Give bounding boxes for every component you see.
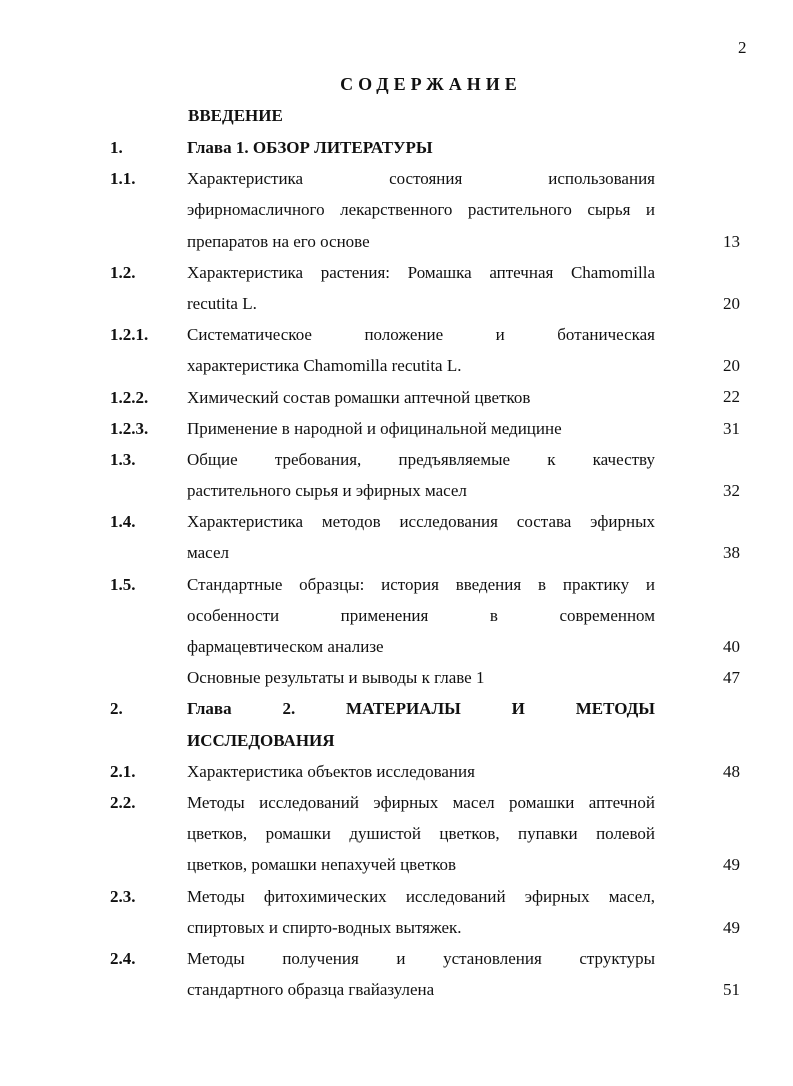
toc-title: СОДЕРЖАНИЕ (340, 74, 522, 94)
toc-entry (0, 787, 793, 881)
entry-number: 2.1. (110, 761, 136, 781)
entry-text-line: растительного сырья и эфирных масел (187, 481, 467, 501)
entry-page: 32 (723, 481, 740, 501)
entry-number: 1.2. (110, 262, 136, 282)
entry-page: 31 (723, 418, 740, 438)
entry-page: 22 (723, 387, 740, 407)
toc-entry (0, 662, 793, 693)
entry-text-line: спиртовых и спирто-водных вытяжек. (187, 917, 462, 937)
entry-text-line: ИССЛЕДОВАНИЯ (187, 730, 335, 750)
entry-text-line: Характеристика методов исследования состава эфирных (187, 512, 655, 532)
entry-page: 20 (723, 293, 740, 313)
toc-intro: ВВЕДЕНИЕ (188, 106, 283, 125)
toc-entry (0, 756, 793, 787)
entry-page: 51 (723, 980, 740, 1000)
entry-text-line: Глава 2. МАТЕРИАЛЫ И МЕТОДЫ (187, 699, 655, 719)
entry-number: 1.2.2. (110, 387, 149, 407)
entry-text-line: Применение в народной и официнальной медицине (187, 418, 562, 438)
entry-page: 38 (723, 543, 740, 563)
entry-text-line: Общие требования, предъявляемые к качеству (187, 449, 655, 469)
entry-number: 1.1. (110, 169, 136, 189)
entry-page: 13 (723, 231, 740, 251)
entry-number: 2.2. (110, 792, 136, 812)
entry-text-line: Стандартные образцы: история введения в практику и (187, 574, 655, 594)
entry-text-line: цветков, ромашки непахучей цветков (187, 855, 456, 875)
entry-number: 1.5. (110, 574, 136, 594)
toc-entry (0, 163, 793, 257)
entry-text-line: Глава 1. ОБЗОР ЛИТЕРАТУРЫ (187, 138, 433, 157)
toc-list (0, 132, 793, 1005)
page-number: 2 (738, 38, 747, 57)
entry-text-line: препаратов на его основе (187, 231, 370, 251)
toc-entry (0, 382, 793, 413)
entry-page: 49 (723, 917, 740, 937)
entry-text-line: Характеристика растения: Ромашка аптечная Chamomilla (187, 262, 655, 282)
entry-number: 1.2.3. (110, 418, 149, 438)
entry-page: 20 (723, 356, 740, 376)
entry-number: 1.2.1. (110, 325, 149, 345)
entry-text-line: масел (187, 543, 229, 563)
entry-text-line: Основные результаты и выводы к главе 1 (187, 668, 485, 688)
toc-entry (0, 881, 793, 943)
entry-text-line: Методы фитохимических исследований эфирных масел, (187, 886, 655, 906)
toc-entry (0, 132, 793, 163)
toc-entry (0, 506, 793, 568)
entry-number: 1.3. (110, 449, 136, 469)
entry-text-line: цветков, ромашки душистой цветков, пупавки полевой (187, 824, 655, 844)
entry-page: 40 (723, 636, 740, 656)
toc-entry (0, 257, 793, 319)
toc-entry (0, 693, 793, 755)
entry-text-line: фармацевтическом анализе (187, 637, 384, 656)
entry-text-line: особенности применения в современном (187, 605, 655, 625)
entry-number: 2. (110, 699, 123, 719)
entry-text-line: recutita L. (187, 293, 257, 313)
toc-entry (0, 444, 793, 506)
entry-number: 1. (110, 138, 123, 157)
entry-text-line: Характеристика объектов исследования (187, 761, 475, 781)
entry-text-line: Характеристика состояния использования (187, 169, 655, 189)
entry-text-line: Методы исследований эфирных масел ромашки аптечной (187, 792, 655, 812)
entry-page: 47 (723, 668, 740, 688)
entry-page: 48 (723, 761, 740, 781)
toc-entry (0, 413, 793, 444)
entry-text-line: эфирномасличного лекарственного растительного сырья и (187, 200, 655, 220)
entry-text-line: Систематическое положение и ботаническая (187, 325, 655, 345)
entry-text-line: Методы получения и установления структуры (187, 948, 655, 968)
entry-number: 2.4. (110, 948, 136, 968)
entry-text-line: Химический состав ромашки аптечной цветков (187, 387, 531, 407)
entry-page: 49 (723, 855, 740, 875)
toc-entry (0, 943, 793, 1005)
toc-entry (0, 319, 793, 381)
entry-text-line: характеристика Chamomilla recutita L. (187, 356, 462, 376)
entry-number: 2.3. (110, 886, 136, 906)
entry-number: 1.4. (110, 512, 136, 532)
entry-text-line: стандартного образца гвайазулена (187, 980, 435, 1000)
toc-entry (0, 569, 793, 663)
